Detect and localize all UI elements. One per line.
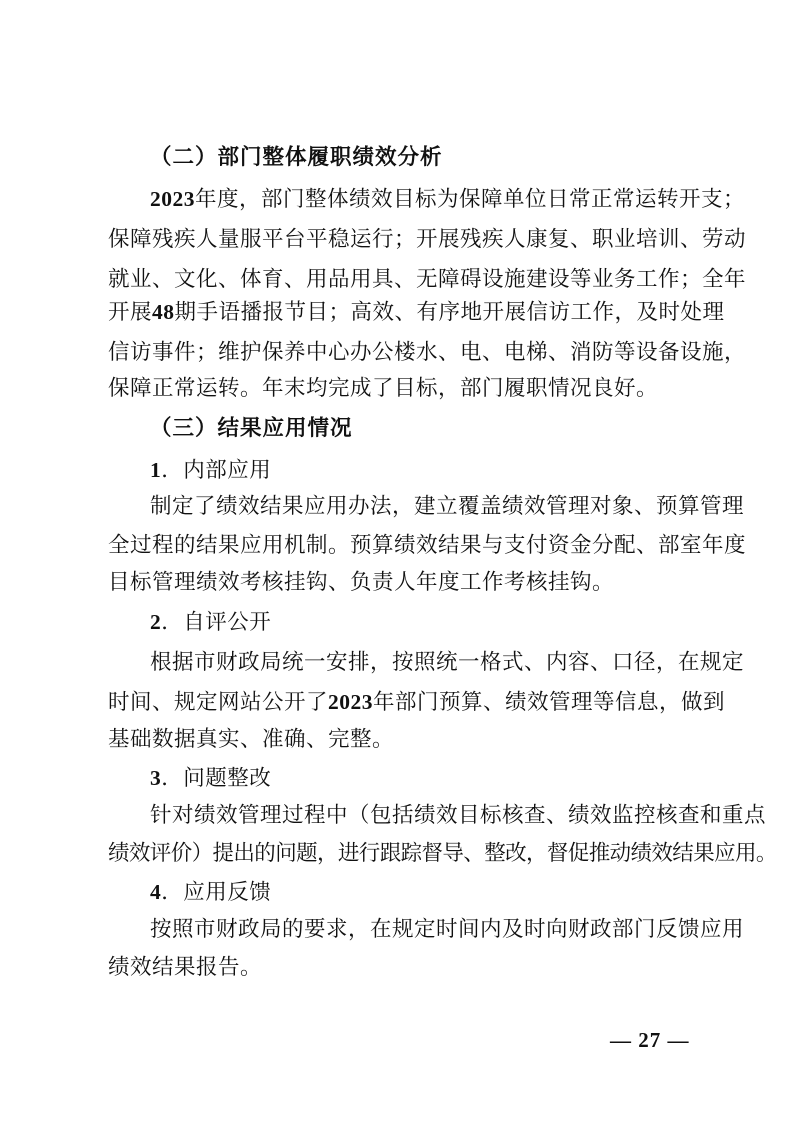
- year-number: 2023: [328, 690, 374, 714]
- item-title: ．问题整改: [161, 766, 272, 791]
- paragraph-line: 按照市财政局的要求，在规定时间内及时向财政部门反馈应用: [150, 917, 745, 942]
- paragraph-line: [108, 686, 726, 719]
- item-number: 1: [150, 458, 162, 482]
- item-title: ．应用反馈: [161, 880, 272, 905]
- paragraph-line: 信访事件；维护保养中心办公楼水、电、电梯、消防等设备设施，: [108, 340, 747, 365]
- item-title: ．内部应用: [161, 458, 272, 483]
- paragraph-line: 全过程的结果应用机制。预算绩效结果与支付资金分配、部室年度: [108, 533, 747, 558]
- subheading-item-1: [150, 454, 740, 487]
- item-title: ．自评公开: [161, 610, 272, 635]
- subheading-item-4: [150, 876, 740, 909]
- paragraph-line: 基础数据真实、准确、完整。: [108, 727, 395, 752]
- item-number: 2: [150, 610, 162, 634]
- text-span: 期手语播报节目；高效、有序地开展信访工作，及时处理: [174, 300, 725, 325]
- paragraph-line: 保障残疾人量服平台平稳运行；开展残疾人康复、职业培训、劳动: [108, 227, 747, 252]
- text-span: 时间、规定网站公开了: [108, 690, 329, 715]
- paragraph-line: 绩效结果报告。: [108, 955, 263, 980]
- paragraph-line: 根据市财政局统一安排，按照统一格式、内容、口径，在规定: [150, 650, 745, 675]
- item-number: 3: [150, 766, 162, 790]
- count-number: 48: [152, 300, 175, 324]
- paragraph-line: 针对绩效管理过程中（包括绩效目标核查、绩效监控核查和重点: [150, 803, 767, 828]
- text-span: 开展: [108, 300, 153, 325]
- paragraph-line: 就业、文化、体育、用品用具、无障碍设施建设等业务工作；全年: [108, 267, 747, 292]
- text-span: 年度，部门整体绩效目标为保障单位日常正常运转开支；: [195, 187, 746, 212]
- section-heading-3: （三）结果应用情况: [150, 416, 353, 441]
- subheading-item-2: [150, 606, 740, 639]
- page-number: — 27 —: [610, 1028, 690, 1052]
- paragraph-line: 目标管理绩效考核挂钩、负责人年度工作考核挂钩。: [108, 570, 615, 595]
- paragraph-line: 绩效评价）提出的问题，进行跟踪督导、整改，督促推动绩效结果应用。: [108, 841, 777, 866]
- paragraph-line: 保障正常运转。年末均完成了目标，部门履职情况良好。: [108, 376, 659, 401]
- paragraph-line: [150, 183, 746, 216]
- subheading-item-3: [150, 762, 740, 795]
- section-heading-2: （二）部门整体履职绩效分析: [150, 145, 443, 170]
- paragraph-line: [108, 296, 725, 329]
- paragraph-line: 制定了绩效结果应用办法，建立覆盖绩效管理对象、预算管理: [150, 494, 745, 519]
- text-span: 年部门预算、绩效管理等信息，做到: [373, 690, 726, 715]
- item-number: 4: [150, 880, 162, 904]
- year-number: 2023: [150, 187, 195, 211]
